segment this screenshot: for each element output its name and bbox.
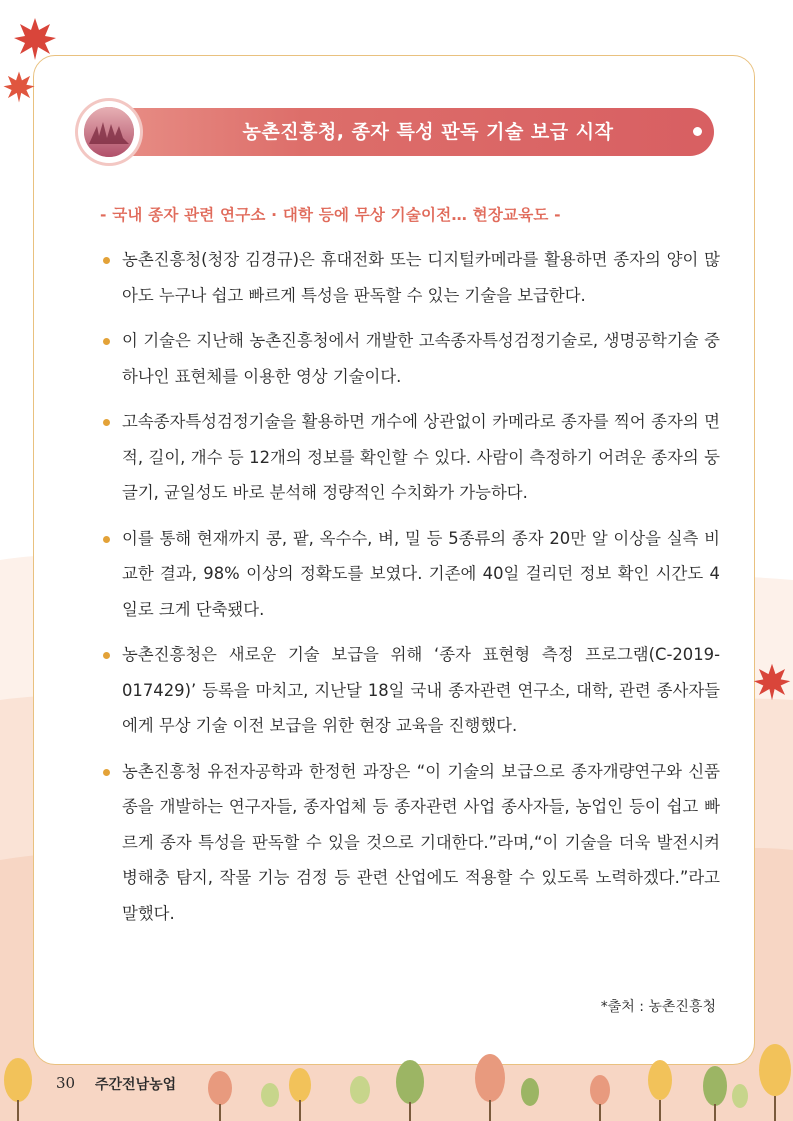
paragraph-text: 농촌진흥청(청장 김경규)은 휴대전화 또는 디지털카메라를 활용하면 종자의 양이 많아도 누구나 쉽고 빠르게 특성을 판독할 수 있는 기술을 보급한다. — [122, 250, 720, 305]
bullet-icon — [103, 536, 110, 543]
paragraph-text: 농촌진흥청 유전자공학과 한정헌 과장은 “이 기술의 보급으로 종자개량연구와 신품종을 개발하는 연구자들, 종자업체 등 종자관련 사업 종사자들, 농업인 등이 쉽고 빠르게 종자 특성을 판독할 수 있을 것으로 기대한다.”라며,“이 기술을 더욱 발전시켜 병해충 탐지, 작물 기능 검정 등 관련 산업에도 적용할 수 있도록 노력하겠다.”라고 말했다. — [122, 761, 720, 923]
title-bar — [82, 108, 714, 156]
bullet-icon — [103, 338, 110, 345]
bullet-icon — [103, 257, 110, 264]
paragraph-text: 이 기술은 지난해 농촌진흥청에서 개발한 고속종자특성검정기술로, 생명공학기술 중 하나인 표현체를 이용한 영상 기술이다. — [122, 331, 720, 386]
maple-leaf-icon — [2, 70, 36, 104]
article-body — [100, 242, 720, 941]
subtitle: - 국내 종자 관련 연구소 · 대학 등에 무상 기술이전… 현장교육도 - — [100, 206, 561, 224]
bullet-icon — [103, 419, 110, 426]
page-title: 농촌진흥청, 종자 특성 판독 기술 보급 시작 — [242, 121, 614, 143]
title-dot — [693, 127, 702, 136]
source-credit: *출처 : 농촌진흥청 — [600, 999, 716, 1015]
bullet-icon — [103, 652, 110, 659]
publication-name: 주간전남농업 — [95, 1077, 177, 1093]
page-number: 30 — [56, 1074, 76, 1092]
list-item — [100, 323, 720, 394]
list-item — [100, 754, 720, 932]
title-badge-icon — [78, 101, 140, 163]
list-item — [100, 637, 720, 744]
maple-leaf-icon — [752, 662, 792, 702]
list-item — [100, 521, 720, 628]
bullet-icon — [103, 769, 110, 776]
list-item — [100, 404, 720, 511]
maple-leaf-icon — [12, 16, 58, 62]
paragraph-text: 농촌진흥청은 새로운 기술 보급을 위해 ‘종자 표현형 측정 프로그램(C-2019-017429)’ 등록을 마치고, 지난달 18일 국내 종자관련 연구소, 대학, 관련 종사자들에게 무상 기술 이전 보급을 위한 현장 교육을 진행했다. — [122, 645, 720, 735]
paragraph-text: 이를 통해 현재까지 콩, 팥, 옥수수, 벼, 밀 등 5종류의 종자 20만 알 이상을 실측 비교한 결과, 98% 이상의 정확도를 보였다. 기존에 40일 걸리던 정보 확인 시간도 4일로 크게 단축됐다. — [122, 528, 720, 619]
paragraph-text: 고속종자특성검정기술을 활용하면 개수에 상관없이 카메라로 종자를 찍어 종자의 면적, 길이, 개수 등 12개의 정보를 확인할 수 있다. 사람이 측정하기 어려운 종자의 둥글기, 균일성도 바로 분석해 정량적인 수치화가 가능하다. — [122, 412, 720, 502]
list-item — [100, 242, 720, 313]
